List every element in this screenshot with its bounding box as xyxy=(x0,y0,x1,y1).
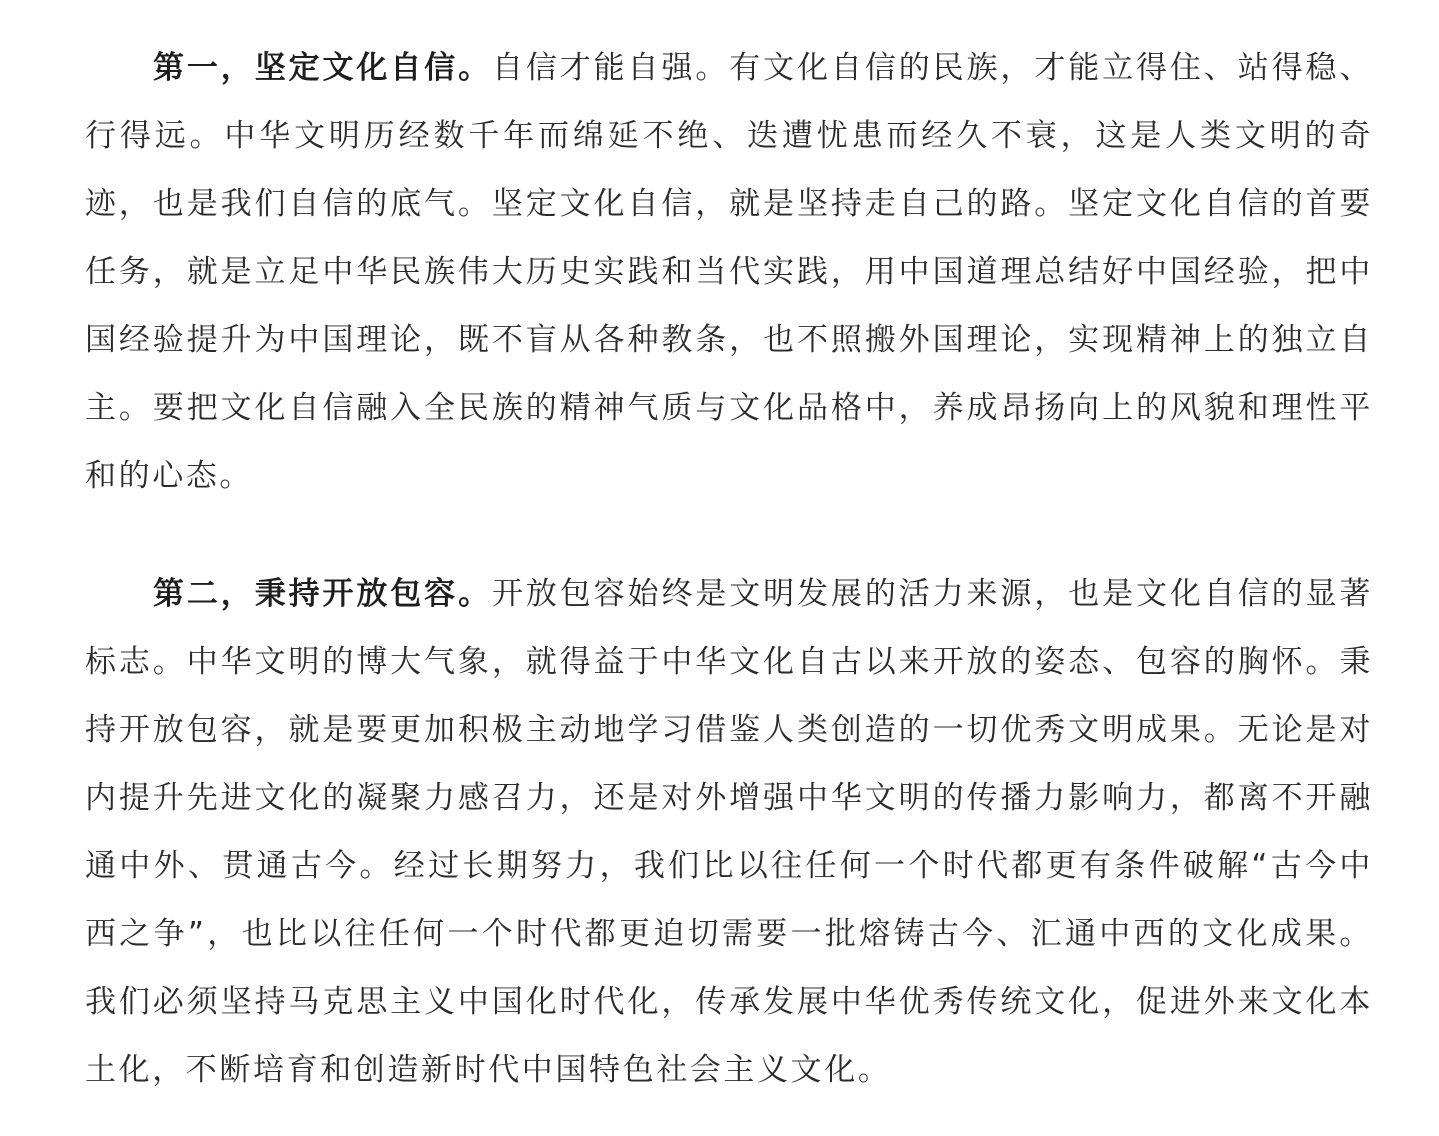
article-body xyxy=(85,34,1373,1104)
paragraph-text: 自信才能自强。有文化自信的民族，才能立得住、站得稳、行得远。中华文明历经数千年而绵延不绝、迭遭忧患而经久不衰，这是人类文明的奇迹，也是我们自信的底气。坚定文化自信，就是坚持走自己的路。坚定文化自信的首要任务，就是立足中华民族伟大历史实践和当代实践，用中国道理总结好中国经验，把中国经验提升为中国理论，既不盲从各种教条，也不照搬外国理论，实现精神上的独立自主。要把文化自信融入全民族的精神气质与文化品格中，养成昂扬向上的风貌和理性平和的心态。 xyxy=(85,50,1373,494)
paragraph-second xyxy=(85,560,1373,1104)
paragraph-heading: 第一，坚定文化自信。 xyxy=(153,50,492,86)
paragraph-first xyxy=(85,34,1373,510)
paragraph-heading: 第二，秉持开放包容。 xyxy=(153,576,492,612)
paragraph-text: 开放包容始终是文明发展的活力来源，也是文化自信的显著标志。中华文明的博大气象，就得益于中华文化自古以来开放的姿态、包容的胸怀。秉持开放包容，就是要更加积极主动地学习借鉴人类创造的一切优秀文明成果。无论是对内提升先进文化的凝聚力感召力，还是对外增强中华文明的传播力影响力，都离不开融通中外、贯通古今。经过长期努力，我们比以往任何一个时代都更有条件破解“古今中西之争”，也比以往任何一个时代都更迫切需要一批熔铸古今、汇通中西的文化成果。我们必须坚持马克思主义中国化时代化，传承发展中华优秀传统文化，促进外来文化本土化，不断培育和创造新时代中国特色社会主义文化。 xyxy=(85,576,1373,1088)
